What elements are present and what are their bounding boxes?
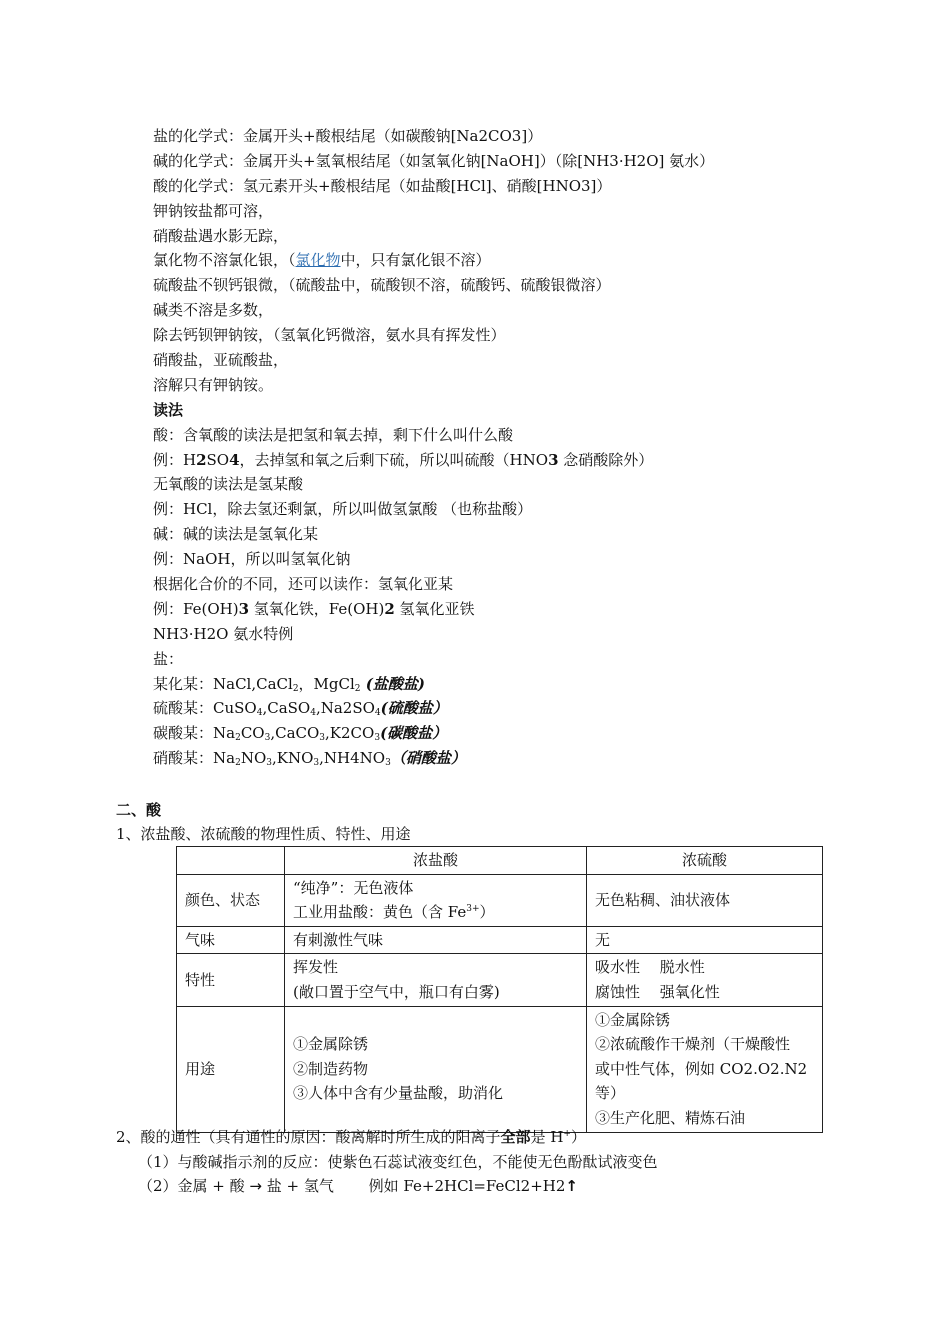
ex4-a: 例：Fe(OH) [153, 599, 239, 618]
ex1-f: 3 [548, 450, 559, 469]
sulfate-sub-3: 4 [374, 708, 381, 719]
item2-close: ） [570, 1128, 586, 1146]
item2-ion: 是 H [530, 1128, 564, 1146]
chloride-pre: 某化某：NaCl,CaCl [153, 674, 293, 693]
carbonate-sub-3: 3 [319, 733, 326, 744]
metal-acid-reaction-line [116, 1174, 876, 1199]
acid-properties-table [176, 846, 823, 1133]
ex1-d: 4 [229, 450, 240, 469]
row-label-traits: 特性 [177, 954, 285, 1006]
nitrate-sub-2: 3 [266, 758, 272, 769]
hcl-use-2: ②制造药物 [293, 1059, 369, 1078]
h2so4-use-2-cont: 或中性气体，例如 CO2.O2.N2 [595, 1059, 808, 1078]
sulfate-pre: 硫酸某：CuSO [153, 699, 257, 718]
table-header-empty [177, 847, 285, 875]
ex4-b: 3 [238, 599, 249, 618]
example-hcl-line: 例：HCl，除去氢还剩氯，所以叫做氢氯酸 （也称盐酸） [153, 500, 533, 519]
carbonate-salt-line [153, 721, 873, 746]
h2so4-trait-1: 吸水性 脱水性 [595, 958, 705, 977]
ex1-b: 2 [196, 450, 207, 469]
nitrate-mid-1: NO [240, 749, 267, 768]
rhyme-line-2: 硝酸盐遇水影无踪， [153, 226, 289, 245]
hcl-color-industrial [293, 900, 578, 925]
hcl-use-1: ①金属除锈 [293, 1035, 369, 1054]
chloride-salt-line [153, 672, 873, 697]
arrow-up-icon: ↑ [565, 1177, 578, 1195]
acid-formula-line: 酸的化学式：氢元素开头+酸根结尾（如盐酸[HCl]、硝酸[HNO3]） [153, 176, 612, 195]
nitrate-mid-3: ,NH4NO [319, 749, 386, 768]
carbonate-sub-1: 2 [235, 733, 241, 744]
chloride-sub-2: 2 [354, 683, 361, 694]
table-row-color [177, 874, 823, 926]
hcl-trait-1: 挥发性 [293, 958, 339, 977]
cell-hcl-color [285, 874, 587, 926]
section-item-1: 1、浓盐酸、浓硫酸的物理性质、特性、用途 [116, 825, 411, 843]
ex1-e: ，去掉氢和氧之后剩下硫，所以叫硫酸（HNO [239, 450, 549, 469]
carbonate-mid-1: CO [240, 724, 265, 743]
sulfate-tag: (硫酸盐） [380, 699, 448, 718]
table-row-uses [177, 1006, 823, 1132]
cell-hcl-smell: 有刺激性气味 [285, 926, 587, 954]
example-naoh-line: 例：NaOH，所以叫氢氧化钠 [153, 550, 351, 569]
table-row-traits [177, 954, 823, 1006]
hcl-color-industrial-close: ） [479, 903, 495, 922]
carbonate-mid-2: ,CaCO [270, 724, 320, 743]
chloride-mid: ，MgCl [298, 674, 355, 693]
nitrate-sub-3: 3 [313, 758, 320, 769]
ex1-c: SO [206, 450, 230, 469]
chloride-link[interactable]: 氯化物 [295, 251, 341, 270]
acid-properties-block [116, 1125, 876, 1199]
nitrate-tag: （硝酸盐） [390, 749, 466, 768]
hcl-use-3: ③人体中含有少量盐酸，助消化 [293, 1084, 504, 1103]
h2so4-use-1: ①金属除锈 [595, 1010, 671, 1029]
h2so4-use-3: ③生产化肥、精炼石油 [595, 1108, 746, 1127]
h2so4-use-2: ②浓硫酸作干燥剂（干燥酸性 [595, 1035, 791, 1054]
example-feoh-line [153, 597, 873, 622]
rhyme-line-3-post: 中，只有氯化银不溶） [340, 251, 491, 270]
nitrate-mid-2: ,KNO [271, 749, 314, 768]
oxyacid-reading-line: 酸：含氧酸的读法是把氢和氧去掉，剩下什么叫什么酸 [153, 425, 514, 444]
base-formula-line: 碱的化学式：金属开头+氢氧根结尾（如氢氧化钠[NaOH]）（除[NH3·H2O] 氨水） [153, 151, 715, 170]
fe-charge-sup: 3+ [466, 904, 480, 915]
ammonia-line: NH3·H2O 氨水特例 [153, 624, 294, 643]
carbonate-sub-2: 3 [264, 733, 271, 744]
h2so4-use-2-end: 等） [595, 1084, 626, 1103]
ex4-e: 氢氧化亚铁 [394, 599, 475, 618]
cell-h2so4-traits [587, 954, 823, 1006]
nonoxyacid-reading-line: 无氧酸的读法是氢某酸 [153, 475, 304, 494]
rhyme-line-8: 溶解只有钾钠铵。 [153, 375, 274, 394]
chloride-tag: (盐酸盐) [360, 674, 425, 693]
cell-h2so4-smell: 无 [587, 926, 823, 954]
rhyme-line-4: 硫酸盐不钡钙银微，（硫酸盐中，硫酸钡不溶，硫酸钙、硫酸银微溶） [153, 276, 611, 295]
hcl-color-pure: “纯净”：无色液体 [293, 878, 414, 897]
hcl-color-industrial-text: 工业用盐酸：黄色（含 Fe [293, 903, 467, 922]
item2-text: 2、酸的通性（具有通性的原因：酸离解时所生成的阳离子 [116, 1128, 501, 1146]
item2-bold: 全部 [500, 1128, 531, 1146]
sulfate-mid-1: ,CaSO [262, 699, 311, 718]
sulfate-salt-line [153, 696, 873, 721]
arrow-right-icon: → [249, 1177, 262, 1195]
rhyme-line-3-pre: 氯化物不溶氯化银，（ [153, 251, 296, 270]
sulfate-mid-2: ,Na2SO [315, 699, 375, 718]
h2so4-trait-2: 腐蚀性 强氧化性 [595, 982, 720, 1001]
rhyme-line-3 [153, 248, 873, 273]
table-row-smell [177, 926, 823, 954]
salt-label-line: 盐： [153, 649, 184, 668]
carbonate-tag: (碳酸盐） [380, 724, 448, 743]
section-title-acid: 二、酸 [116, 801, 162, 819]
row-label-color: 颜色、状态 [177, 874, 285, 926]
carbonate-mid-3: ,K2CO [325, 724, 375, 743]
cell-h2so4-uses [587, 1006, 823, 1132]
reading-heading: 读法 [153, 400, 184, 419]
rhyme-line-5: 碱类不溶是多数， [153, 301, 274, 320]
ex4-d: 2 [384, 599, 395, 618]
metal-acid-products: 盐 + 氢气 例如 Fe+2HCl=FeCl2+H2 [262, 1177, 566, 1195]
row-label-smell: 气味 [177, 926, 285, 954]
indicator-reaction-line: （1）与酸碱指示剂的反应：使紫色石蕊试液变红色，不能使无色酚酞试液变色 [138, 1152, 658, 1171]
cell-h2so4-color: 无色粘稠、油状液体 [587, 874, 823, 926]
rhyme-line-1: 钾钠铵盐都可溶， [153, 201, 274, 220]
rhyme-line-6: 除去钙钡钾钠铵，（氢氧化钙微溶，氨水具有挥发性） [153, 326, 506, 345]
valence-reading-line: 根据化合价的不同，还可以读作：氢氧化亚某 [153, 575, 454, 594]
table-header-hcl: 浓盐酸 [285, 847, 587, 875]
rhyme-line-7: 硝酸盐，亚硫酸盐， [153, 351, 289, 370]
nitrate-sub-1: 2 [235, 758, 241, 769]
cell-hcl-traits [285, 954, 587, 1006]
base-reading-line: 碱：碱的读法是氢氧化某 [153, 525, 319, 544]
chloride-sub-1: 2 [292, 683, 299, 694]
nitrate-pre: 硝酸某：Na [153, 749, 236, 768]
nitrate-salt-line [153, 746, 873, 771]
notes-block [153, 124, 873, 771]
cell-hcl-uses [285, 1006, 587, 1132]
metal-acid-text: （2）金属 + 酸 [138, 1177, 250, 1195]
sulfate-sub-2: 4 [310, 708, 316, 719]
section-item-2 [116, 1125, 876, 1150]
ex1-g: 念硝酸除外） [558, 450, 654, 469]
hydrogen-charge-sup: + [563, 1129, 571, 1139]
nitrate-sub-4: 3 [385, 758, 391, 769]
ex4-c: 氢氧化铁，Fe(OH) [249, 599, 385, 618]
table-header-h2so4: 浓硫酸 [587, 847, 823, 875]
table-header-row [177, 847, 823, 875]
sulfate-sub-1: 4 [256, 708, 263, 719]
carbonate-sub-4: 3 [374, 733, 381, 744]
example-h2so4-line [153, 448, 873, 473]
carbonate-pre: 碳酸某：Na [153, 724, 236, 743]
hcl-trait-2: (敞口置于空气中，瓶口有白雾) [293, 982, 500, 1001]
ex1-a: 例：H [153, 450, 197, 469]
salt-formula-line: 盐的化学式：金属开头+酸根结尾（如碳酸钠[Na2CO3]） [153, 127, 543, 145]
row-label-uses: 用途 [177, 1006, 285, 1132]
